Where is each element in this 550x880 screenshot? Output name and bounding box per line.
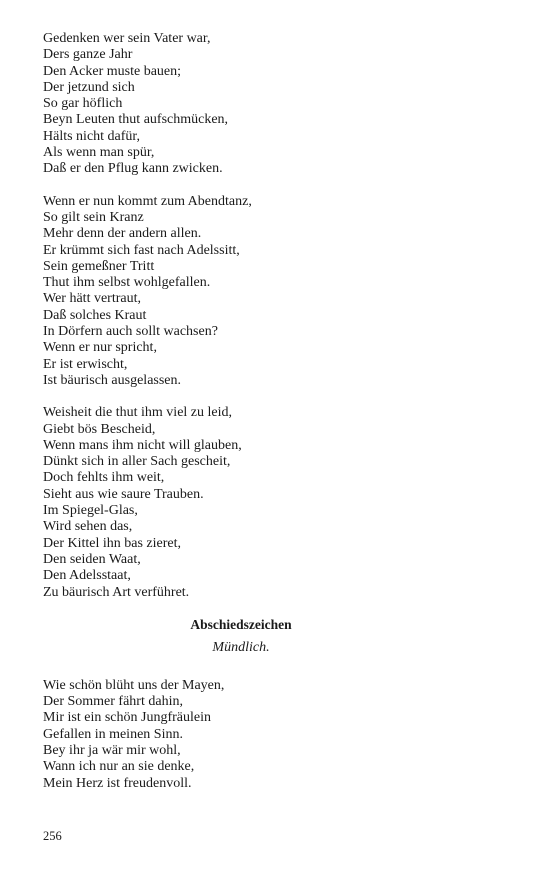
verse-line: Wer hätt vertraut,: [43, 291, 141, 307]
page-number: 256: [43, 829, 62, 843]
verse-line: Der Kittel ihn bas zieret,: [43, 535, 182, 551]
poem-stanza: [43, 678, 503, 792]
verse-line: Doch fehlts ihm weit,: [43, 470, 165, 486]
verse-line: Als wenn man spür,: [43, 145, 155, 161]
verse-line: Beyn Leuten thut aufschmücken,: [43, 112, 229, 128]
verse-line: Bey ihr ja wär mir wohl,: [43, 742, 181, 758]
verse-line: Giebt bös Bescheid,: [43, 421, 156, 437]
verse-line: Wenn er nur spricht,: [43, 340, 157, 356]
verse-line: Mehr denn der andern allen.: [43, 226, 202, 242]
poem-title: Abschiedszeichen: [190, 616, 292, 632]
verse-line: Mir ist ein schön Jungfräulein: [43, 710, 211, 726]
verse-line: Den Acker muste bauen;: [43, 63, 182, 79]
verse-line: Wird sehen das,: [43, 519, 133, 535]
verse-line: Dünkt sich in aller Sach gescheit,: [43, 454, 231, 470]
verse-line: Daß solches Kraut: [43, 307, 147, 323]
verse-line: Mein Herz ist freudenvoll.: [43, 775, 192, 791]
verse-line: So gilt sein Kranz: [43, 209, 144, 225]
verse-line: Im Spiegel-Glas,: [43, 503, 138, 519]
poem-subtitle: Mündlich.: [212, 639, 270, 655]
verse-line: Ders ganze Jahr: [43, 47, 133, 63]
verse-line: Der jetzund sich: [43, 79, 135, 95]
verse-line: Zu bäurisch Art verführet.: [43, 584, 190, 600]
verse-line: Wenn er nun kommt zum Abendtanz,: [43, 193, 252, 209]
verse-line: Sieht aus wie saure Trauben.: [43, 486, 204, 502]
stanza-3: [43, 405, 503, 601]
stanza-1: [43, 31, 503, 178]
verse-line: Der Sommer fährt dahin,: [43, 694, 183, 710]
verse-line: Den Adelsstaat,: [43, 568, 131, 584]
verse-line: Thut ihm selbst wohlgefallen.: [43, 275, 211, 291]
verse-line: Wann ich nur an sie denke,: [43, 759, 195, 775]
verse-line: Hälts nicht dafür,: [43, 128, 141, 144]
verse-line: Gefallen in meinen Sinn.: [43, 726, 183, 742]
verse-line: In Dörfern auch sollt wachsen?: [43, 324, 218, 340]
verse-line: Er krümmt sich fast nach Adelssitt,: [43, 242, 240, 258]
verse-line: Ist bäurisch ausgelassen.: [43, 372, 182, 388]
verse-line: Wenn mans ihm nicht will glauben,: [43, 437, 242, 453]
page-body: [43, 31, 503, 808]
stanza-2: [43, 194, 503, 390]
verse-line: Gedenken wer sein Vater war,: [43, 31, 211, 46]
verse-line: Daß er den Pflug kann zwicken.: [43, 161, 223, 177]
verse-line: So gar höflich: [43, 96, 123, 112]
verse-line: Er ist erwischt,: [43, 356, 128, 372]
verse-line: Weisheit die thut ihm viel zu leid,: [43, 405, 232, 421]
verse-line: Wie schön blüht uns der Mayen,: [43, 677, 225, 693]
verse-line: Den seiden Waat,: [43, 551, 141, 567]
verse-line: Sein gemeßner Tritt: [43, 258, 155, 274]
